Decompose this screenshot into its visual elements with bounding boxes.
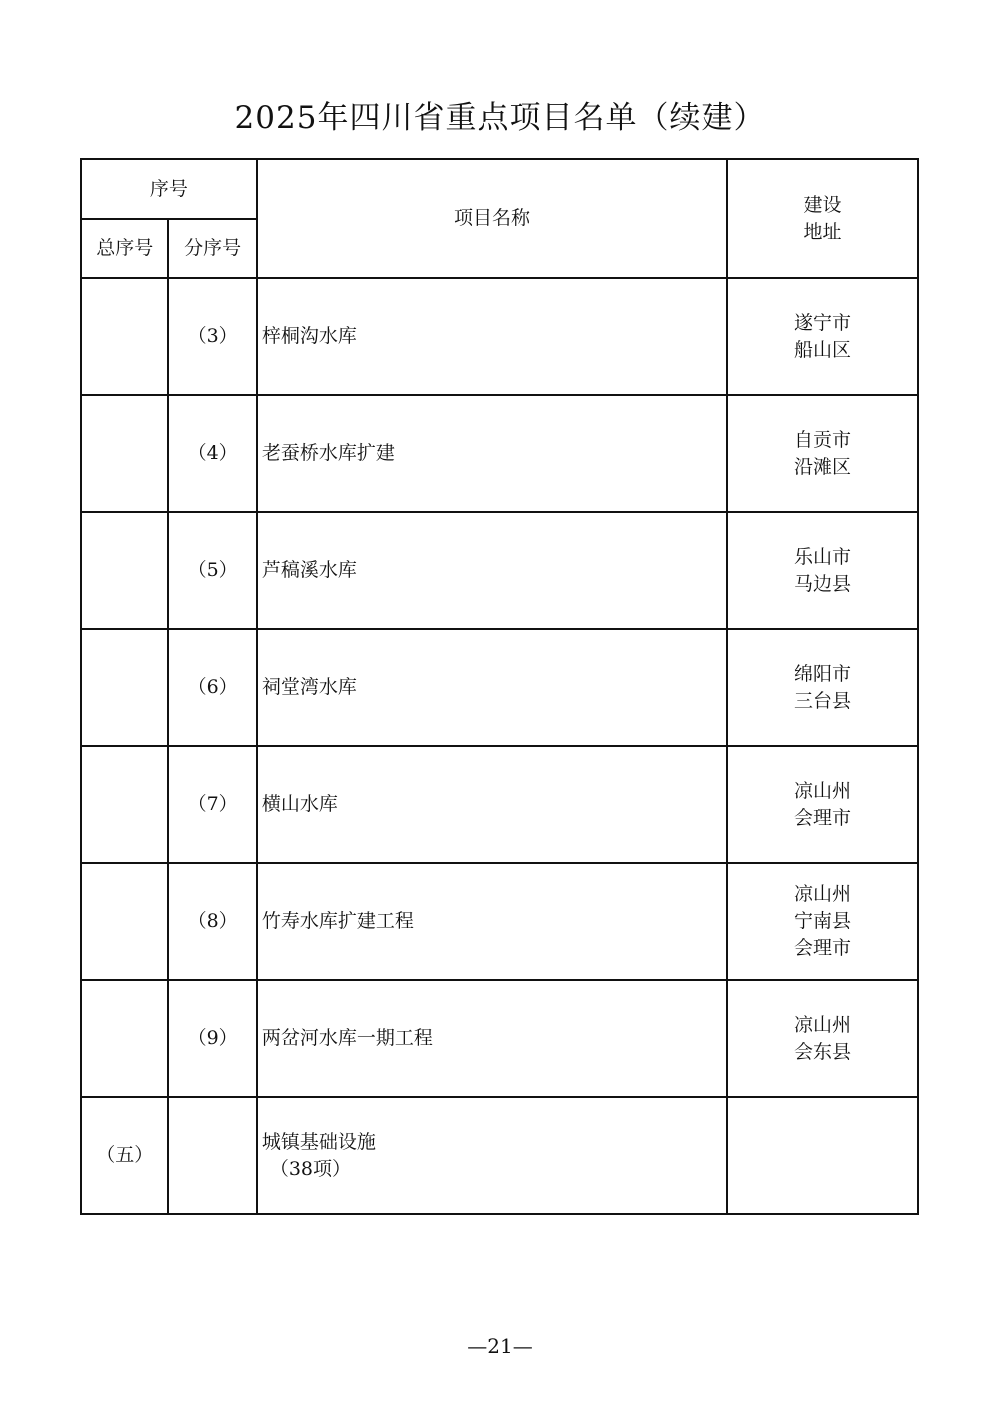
location-line: 船山区 [794, 338, 852, 361]
table-row [81, 395, 918, 512]
location-line: 宁南县 [794, 910, 852, 932]
total-serial-cell [81, 980, 168, 1097]
project-name-note: （38项） [269, 1157, 352, 1180]
table-row [81, 863, 918, 980]
sub-serial-cell: （4） [168, 395, 256, 512]
location-line: 会理市 [794, 806, 852, 829]
sub-serial-cell: （5） [168, 512, 256, 629]
header-serial-group: 序号 [81, 159, 257, 219]
table-row [81, 746, 918, 863]
project-name: 老蚕桥水库扩建 [261, 442, 395, 464]
project-name-cell [257, 629, 727, 746]
project-name-cell [257, 278, 727, 395]
location-line: 遂宁市 [794, 311, 852, 334]
project-name: 两岔河水库一期工程 [261, 1027, 433, 1049]
sub-serial-cell [168, 1097, 256, 1214]
location-line: 三台县 [794, 689, 852, 712]
location-cell [727, 863, 918, 980]
total-serial-cell [81, 512, 168, 629]
table-row [81, 278, 918, 395]
location-cell [727, 1097, 918, 1214]
project-name-cell [257, 395, 727, 512]
page-title: 2025年四川省重点项目名单（续建） [234, 100, 766, 136]
project-name-cell [257, 512, 727, 629]
location-cell [727, 629, 918, 746]
project-name: 祠堂湾水库 [261, 676, 357, 698]
header-project-name: 项目名称 [257, 159, 727, 278]
location-line: 沿滩区 [794, 455, 852, 478]
sub-serial-cell: （6） [168, 629, 256, 746]
location-line: 马边县 [794, 572, 852, 595]
page-number: —21— [467, 1334, 533, 1358]
location-line: 凉山州 [794, 883, 852, 905]
table-row [81, 512, 918, 629]
sub-serial-cell: （3） [168, 278, 256, 395]
location-cell [727, 512, 918, 629]
location-line: 自贡市 [794, 428, 852, 451]
table-row [81, 629, 918, 746]
location-cell [727, 395, 918, 512]
project-name: 竹寿水库扩建工程 [261, 910, 414, 932]
sub-serial-cell: （9） [168, 980, 256, 1097]
location-line: 绵阳市 [794, 662, 852, 685]
project-name-cell [257, 980, 727, 1097]
project-name: 横山水库 [261, 793, 338, 815]
header-total-serial: 总序号 [81, 219, 168, 278]
location-line: 会东县 [794, 1040, 852, 1063]
project-name: 芦稿溪水库 [261, 559, 357, 581]
total-serial-cell [81, 746, 168, 863]
location-cell [727, 746, 918, 863]
project-name: 城镇基础设施 [261, 1130, 376, 1153]
total-serial-cell: （五） [81, 1097, 168, 1214]
total-serial-cell [81, 278, 168, 395]
sub-serial-cell: （7） [168, 746, 256, 863]
project-name-cell [257, 863, 727, 980]
location-line: 会理市 [794, 937, 852, 959]
project-name-cell [257, 1097, 727, 1214]
location-line: 乐山市 [794, 545, 852, 568]
project-name-cell [257, 746, 727, 863]
sub-serial-cell: （8） [168, 863, 256, 980]
location-cell [727, 980, 918, 1097]
location-cell [727, 278, 918, 395]
location-line: 凉山州 [794, 1013, 852, 1036]
table-header-row [81, 159, 918, 219]
project-table [80, 158, 919, 1215]
header-location [727, 159, 918, 278]
total-serial-cell [81, 629, 168, 746]
total-serial-cell [81, 395, 168, 512]
header-sub-serial: 分序号 [168, 219, 256, 278]
table-row [81, 980, 918, 1097]
project-name: 梓桐沟水库 [261, 325, 357, 347]
table-row [81, 1097, 918, 1214]
header-location-label: 建设地址 [803, 193, 842, 243]
total-serial-cell [81, 863, 168, 980]
location-line: 凉山州 [794, 779, 852, 802]
